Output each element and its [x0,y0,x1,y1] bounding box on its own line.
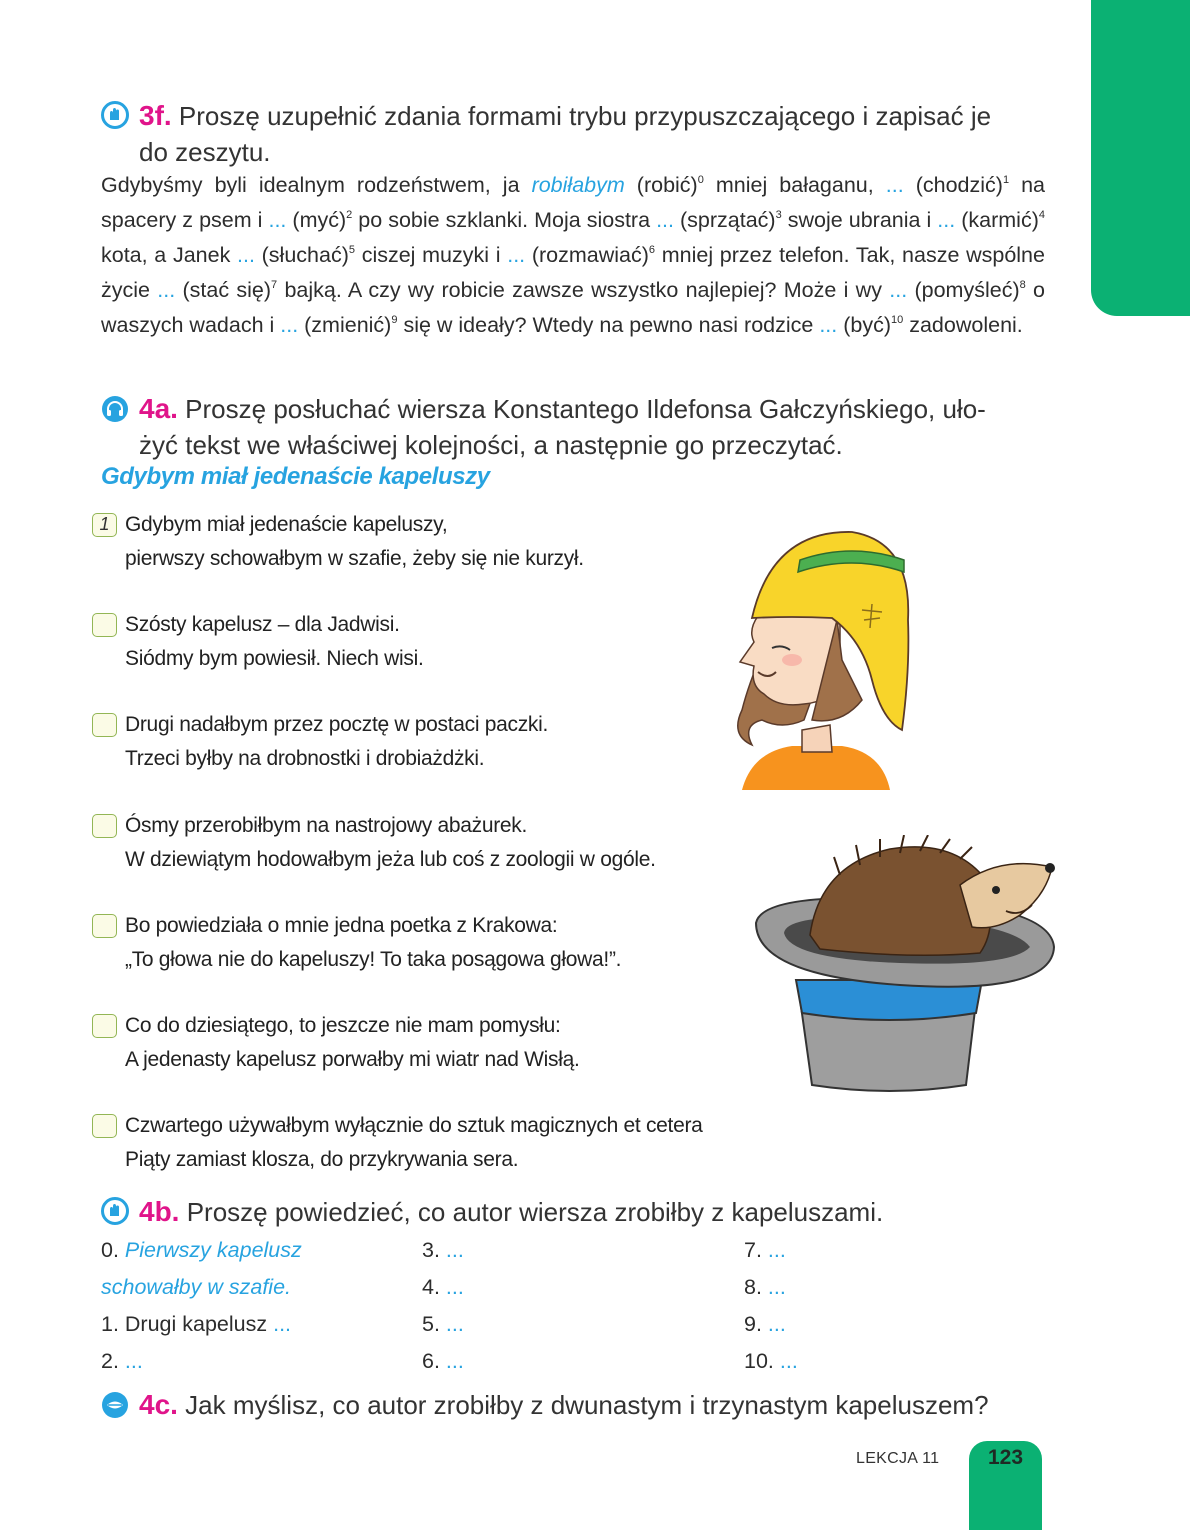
answer-item-9: 9. ... [744,1312,786,1336]
poem-stanza [92,909,792,977]
poem-title: Gdybym miał jedenaście kapeluszy [101,463,490,490]
answer-item-7: 7. ... [744,1238,786,1262]
headphones-icon [101,395,129,423]
stanza-line: Co do dziesiątego, to jeszcze nie mam pomysłu: [125,1014,561,1037]
instruction-text: Jak myślisz, co autor zrobiłby z dwunastym i trzynastym kapeluszem? [185,1390,989,1420]
exercise-number: 4a. [139,393,178,424]
exercise-number: 4c. [139,1389,178,1420]
example-answer-cont: schowałby w szafie. [101,1275,291,1299]
answer-item-4: 4. ... [422,1275,464,1299]
speech-mouth-icon [101,1391,129,1419]
order-box[interactable]: 1 [92,513,117,537]
stanza-line: Drugi nadałbym przez pocztę w postaci paczki. [125,713,549,736]
order-box[interactable] [92,1014,117,1038]
stanza-line: „To głowa nie do kapeluszy! To taka posągowa głowa!”. [125,948,622,971]
exercise-number: 4b. [139,1196,180,1227]
hand-icon [101,1197,129,1225]
order-box[interactable] [92,1114,117,1138]
exercise-number: 3f. [139,100,172,131]
answer-item-10: 10. ... [744,1349,798,1373]
stanza-line: pierwszy schowałbym w szafie, żeby się nie kurzył. [125,547,584,570]
answer-item-5: 5. ... [422,1312,464,1336]
stanza-line: Gdybym miał jedenaście kapeluszy, [125,513,448,536]
stanza-line: W dziewiątym hodowałbym jeża lub coś z zoologii w ogóle. [125,848,656,871]
exercise-3f-text: Gdybyśmy byli idealnym rodzeństwem, ja robiłabym (robić)$^0$ mniej bałaganu, ... (chodzić)$^1$ na spacery z psem i ... (myć)$^2$ po sobie szklanki. Moja siostra ... (sprzątać)$^3$ swoje ubrania i ... (karmić)$^4$ kota, a Janek ... (słuchać)$^5$ ciszej muzyki i ... (rozmawiać)$^6$ mniej przez telefon. Tak, nasze wspólne życie ... (stać się)$^7$ bajką. A czy wy robicie zawsze wszystko najlepiej? Może i wy ... (pomyśleć)$^8$ o waszych wadach i ... (zmienić)$^9$ się w ideały? Wtedy na pewno nasi rodzice ... (być)$^{10}$ zadowoleni. [101,173,1046,337]
gap-2: ... [268,208,287,232]
gap-9: ... [280,313,299,337]
exercise-4a-heading [139,391,1049,463]
poem-stanza [92,708,792,776]
order-box[interactable] [92,814,117,838]
hedgehog-in-hat-illustration [750,835,1065,1100]
answer-item-6: 6. ... [422,1349,464,1373]
instruction-text: Proszę uzupełnić zdania formami trybu przypuszczającego i zapisać je [178,101,992,131]
stanza-line: Szósty kapelusz – dla Jadwisi. [125,613,400,636]
answer-column-left [101,1232,302,1380]
example-answer: robiłabym [531,173,625,197]
stanza-line: A jedenasty kapelusz porwałby mi wiatr nad Wisłą. [125,1048,580,1071]
order-box[interactable] [92,914,117,938]
stanza-line: Czwartego używałbym wyłącznie do sztuk magicznych et cetera [125,1114,703,1137]
answer-item-2: 2. ... [101,1349,143,1373]
girl-with-hat-illustration [712,520,922,800]
instruction-text-cont: żyć tekst we właściwej kolejności, a następnie go przeczytać. [139,430,843,460]
answer-item-1: 1. Drugi kapelusz ... [101,1312,292,1336]
poem-stanza [92,508,792,576]
answer-column-right [744,1232,798,1380]
gap-6: ... [507,243,526,267]
lesson-label: LEKCJA 11 [856,1450,940,1467]
answer-item-3: 3. ... [422,1238,464,1262]
exercise-3f-heading [139,98,1049,170]
gap-1: ... [885,173,904,197]
stanza-line: Ósmy przerobiłbym na nastrojowy abażurek. [125,814,528,837]
exercise-4c-heading [139,1387,1049,1423]
hand-icon [101,101,129,129]
gap-10: ... [819,313,838,337]
order-box[interactable] [92,613,117,637]
instruction-text-cont: do zeszytu. [139,137,271,167]
poem-stanza [92,1009,792,1077]
answer-column-middle [422,1232,464,1380]
poem-stanza [92,1109,792,1177]
stanza-line: Piąty zamiast klosza, do przykrywania sera. [125,1148,519,1171]
gap-8: ... [889,278,908,302]
poem-stanza [92,608,792,676]
poem-stanza [92,809,792,877]
exercise-4b-heading [139,1194,1049,1230]
instruction-text: Proszę powiedzieć, co autor wiersza zrobiłby z kapeluszami. [186,1197,884,1227]
gap-7: ... [157,278,176,302]
stanza-line: Siódmy bym powiesił. Niech wisi. [125,647,424,670]
page-number: 123 [987,1446,1024,1469]
gap-4: ... [937,208,956,232]
answer-item-0: 0. Pierwszy kapelusz [101,1238,302,1262]
stanza-line: Trzeci byłby na drobnostki i drobiażdżki. [125,747,485,770]
order-box[interactable] [92,713,117,737]
stanza-line: Bo powiedziała o mnie jedna poetka z Krakowa: [125,914,558,937]
example-answer: Pierwszy kapelusz [124,1238,302,1262]
gap-3: ... [656,208,674,232]
instruction-text: Proszę posłuchać wiersza Konstantego Ildefonsa Gałczyńskiego, uło- [185,394,986,424]
chapter-tab [1091,0,1190,316]
answer-item-8: 8. ... [744,1275,786,1299]
gap-5: ... [237,243,255,267]
